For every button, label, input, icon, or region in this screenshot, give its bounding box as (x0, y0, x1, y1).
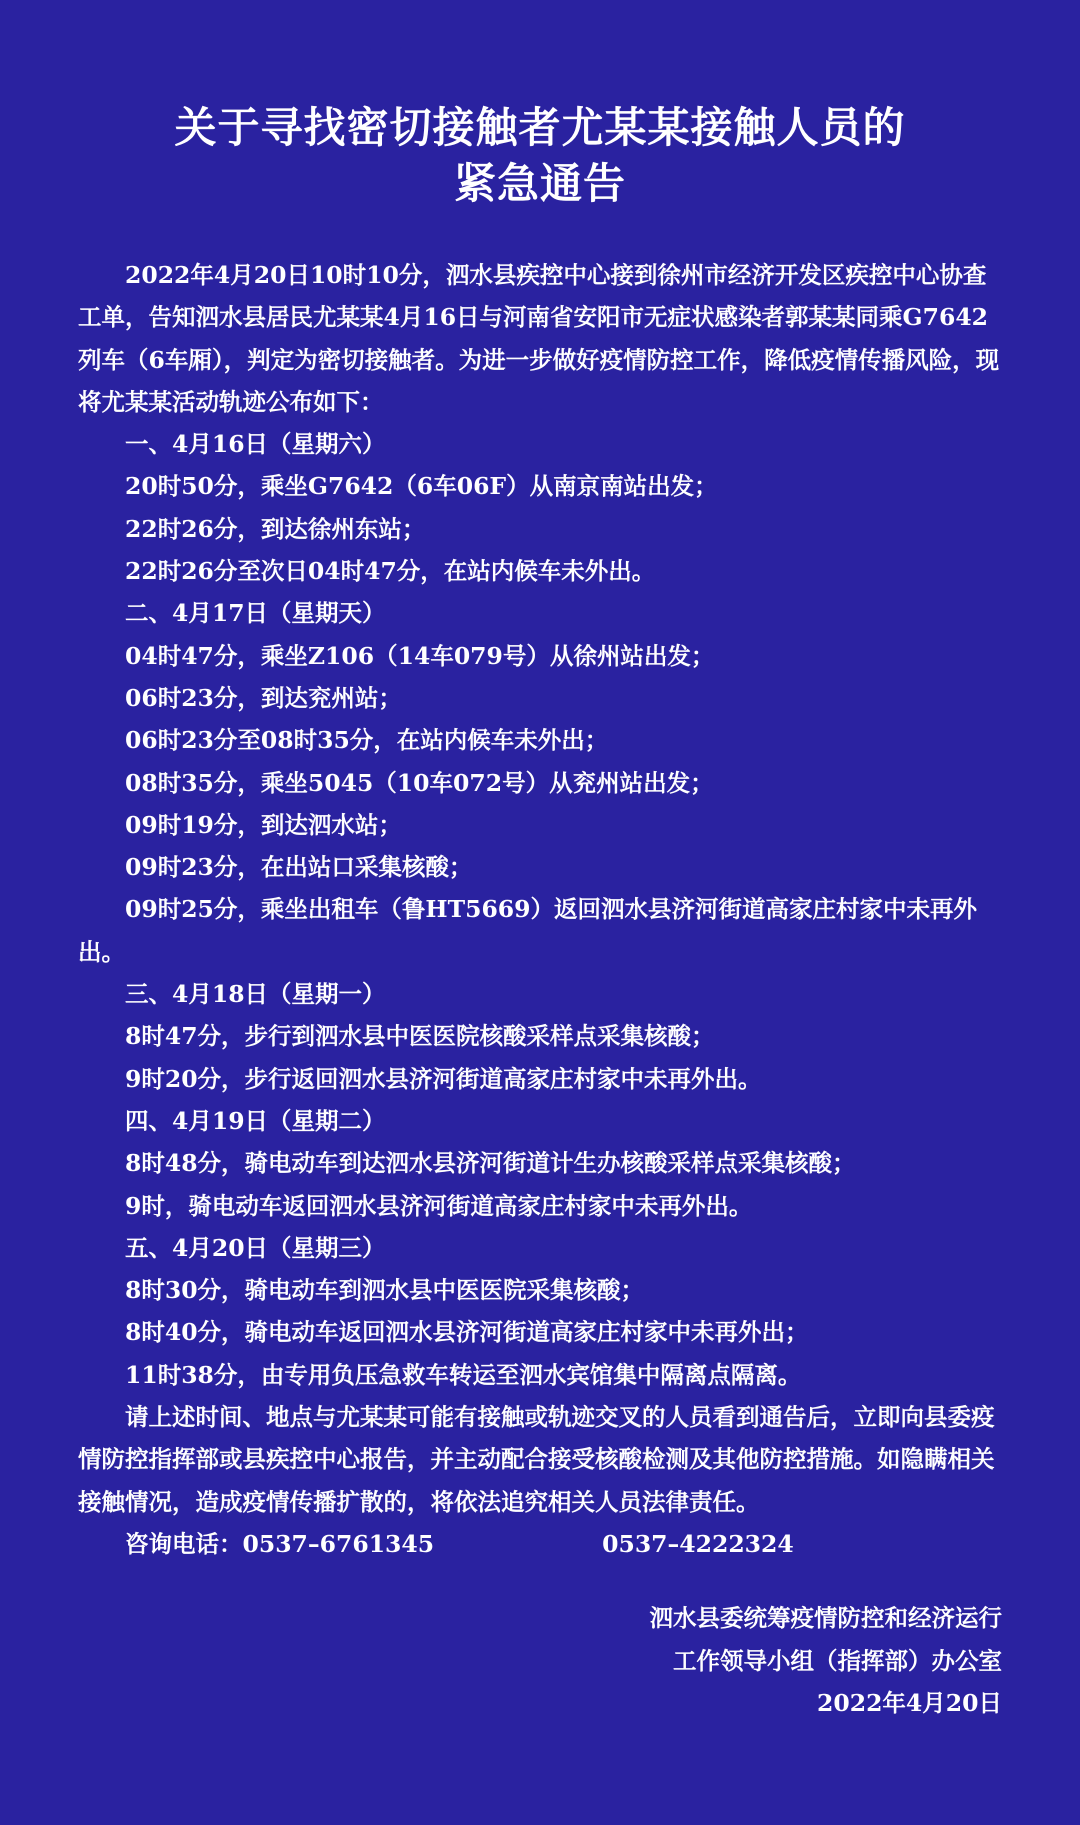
timeline-item: 8时40分，骑电动车返回泗水县济河街道高家庄村家中未再外出； (125, 1318, 809, 1347)
notice-title (78, 100, 1002, 212)
timeline-item: 09时25分，乘坐出租车（鲁HT5669）返回泗水县济河街道高家庄村家中未再外出。 (78, 895, 978, 966)
day-heading: 四、4月19日（星期二） (125, 1106, 386, 1135)
timeline-item: 9时，骑电动车返回泗水县济河街道高家庄村家中未再外出。 (125, 1191, 753, 1220)
timeline-item: 11时38分，由专用负压急救车转运至泗水宾馆集中隔离点隔离。 (125, 1360, 802, 1389)
title-line-2: 紧急通告 (453, 159, 626, 208)
day-section-2 (78, 592, 1002, 973)
timeline-item: 08时35分，乘坐5045（10车072号）从兖州站出发； (125, 768, 714, 797)
timeline-item: 8时48分，骑电动车到达泗水县济河街道计生办核酸采样点采集核酸； (125, 1149, 856, 1178)
timeline-item: 9时20分，步行返回泗水县济河街道高家庄村家中未再外出。 (125, 1064, 762, 1093)
timeline-item: 09时23分，在出站口采集核酸； (125, 853, 473, 882)
appeal-paragraph: 请上述时间、地点与尤某某可能有接触或轨迹交叉的人员看到通告后，立即向县委疫情防控指挥部或县疾控中心报告，并主动配合接受核酸检测及其他防控措施。如隐瞒相关接触情况，造成疫情传播扩散的，将依法追究相关人员法律责任。 (78, 1403, 995, 1516)
contact-label: 咨询电话： (125, 1529, 243, 1558)
phone-number-2: 0537–4222324 (602, 1529, 794, 1558)
signature-line-2: 工作领导小组（指挥部）办公室 (673, 1646, 1002, 1675)
signature-block (78, 1597, 1002, 1724)
timeline-item: 22时26分，到达徐州东站； (125, 514, 426, 543)
timeline-item: 06时23分至08时35分，在站内候车未外出； (125, 726, 609, 755)
phone-number-1: 0537–6761345 (242, 1529, 435, 1558)
timeline-item: 06时23分，到达兖州站； (125, 683, 402, 712)
timeline-item: 20时50分，乘坐G7642（6车06F）从南京南站出发； (125, 472, 718, 501)
signature-date: 2022年4月20日 (817, 1688, 1002, 1717)
timeline-item: 8时47分，步行到泗水县中医医院核酸采样点采集核酸； (125, 1022, 715, 1051)
contact-line (78, 1523, 1002, 1565)
day-heading: 二、4月17日（星期天） (125, 599, 386, 628)
day-section-1 (78, 423, 1002, 592)
signature-line-1: 泗水县委统筹疫情防控和经济运行 (649, 1604, 1002, 1633)
timeline-item: 8时30分，骑电动车到泗水县中医医院采集核酸； (125, 1276, 645, 1305)
day-heading: 一、4月16日（星期六） (125, 430, 386, 459)
day-section-5 (78, 1227, 1002, 1396)
timeline-item: 22时26分至次日04时47分，在站内候车未外出。 (125, 557, 656, 586)
intro-paragraph: 2022年4月20日10时10分，泗水县疾控中心接到徐州市经济开发区疾控中心协查工单，告知泗水县居民尤某某4月16日与河南省安阳市无症状感染者郭某某同乘G7642列车（6车厢），判定为密切接触者。为进一步做好疫情防控工作，降低疫情传播风险，现将尤某某活动轨迹公布如下： (78, 261, 1000, 416)
timeline-item: 09时19分，到达泗水站； (125, 810, 402, 839)
day-section-4 (78, 1100, 1002, 1227)
day-section-3 (78, 973, 1002, 1100)
timeline-item: 04时47分，乘坐Z106（14车079号）从徐州站出发； (125, 641, 715, 670)
day-heading: 五、4月20日（星期三） (125, 1233, 386, 1262)
notice-body (78, 254, 1002, 1565)
day-heading: 三、4月18日（星期一） (125, 980, 386, 1009)
title-line-1: 关于寻找密切接触者尤某某接触人员的 (174, 103, 906, 152)
